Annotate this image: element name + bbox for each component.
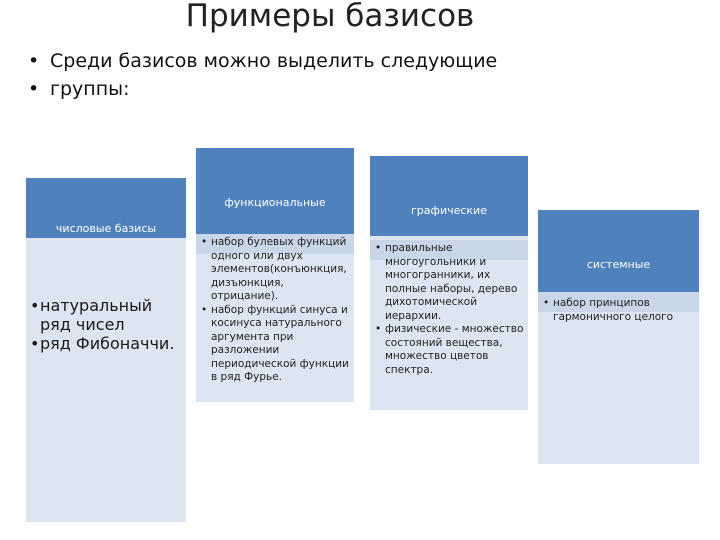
intro-text-2: группы: bbox=[50, 78, 130, 100]
column-systemic bbox=[538, 210, 699, 464]
bullet-marker: • bbox=[201, 303, 208, 316]
column-header bbox=[196, 148, 354, 234]
intro-line-1 bbox=[28, 48, 688, 76]
bullet-marker: • bbox=[375, 242, 382, 254]
list-item bbox=[30, 296, 180, 334]
column-graphical bbox=[370, 156, 528, 410]
list-item-text: правильные многоугольники и многогранники, их полные наборы, дерево дихотомической иерархии. bbox=[385, 242, 518, 322]
list-item-text: набор булевых функций одного или двух элементов(конъюнкция, дизъюнкция, отрицание). bbox=[211, 236, 347, 302]
intro-line-2 bbox=[28, 76, 688, 104]
list-item bbox=[201, 304, 351, 385]
column-body bbox=[370, 236, 528, 410]
column-list bbox=[375, 242, 525, 377]
list-item bbox=[30, 334, 180, 353]
list-item bbox=[543, 297, 699, 324]
list-item-text: ряд Фибоначчи. bbox=[40, 334, 175, 353]
column-functional bbox=[196, 148, 354, 402]
bullet-marker: • bbox=[28, 78, 40, 100]
list-item bbox=[375, 242, 525, 323]
bullet-marker: • bbox=[201, 236, 208, 248]
list-item-text: натуральный ряд чисел bbox=[40, 296, 153, 334]
column-heading: числовые базисы bbox=[55, 222, 157, 235]
list-item bbox=[201, 236, 351, 304]
bullet-marker: • bbox=[375, 323, 382, 335]
column-body bbox=[196, 234, 354, 402]
column-header bbox=[370, 156, 528, 236]
column-body bbox=[26, 238, 186, 522]
column-heading: системные bbox=[586, 258, 651, 271]
list-item bbox=[375, 323, 525, 377]
intro-text-1: Среди базисов можно выделить следующие bbox=[50, 50, 498, 72]
slide-title: Примеры базисов bbox=[185, 0, 475, 34]
column-list bbox=[543, 297, 699, 324]
column-header bbox=[538, 210, 699, 292]
bullet-marker: • bbox=[28, 50, 40, 72]
list-item-text: набор функций синуса и косинуса натурального аргумента при разложении периодической функции в ряд Фурье. bbox=[211, 303, 349, 383]
bullet-marker: • bbox=[30, 334, 40, 353]
column-header bbox=[26, 178, 186, 238]
column-list bbox=[30, 296, 180, 353]
bullet-marker: • bbox=[543, 297, 550, 309]
column-list bbox=[201, 236, 351, 385]
column-heading: функциональные bbox=[224, 196, 326, 209]
bullet-marker: • bbox=[30, 296, 40, 315]
intro-bullets bbox=[28, 48, 688, 104]
list-item-text: физические - множество состояний вещества, множество цветов спектра. bbox=[385, 323, 524, 376]
list-item-text: набор принципов гармоничного целого bbox=[553, 297, 674, 323]
column-body bbox=[538, 292, 699, 464]
column-numeric-bases bbox=[26, 178, 186, 522]
column-heading: графические bbox=[411, 204, 487, 217]
